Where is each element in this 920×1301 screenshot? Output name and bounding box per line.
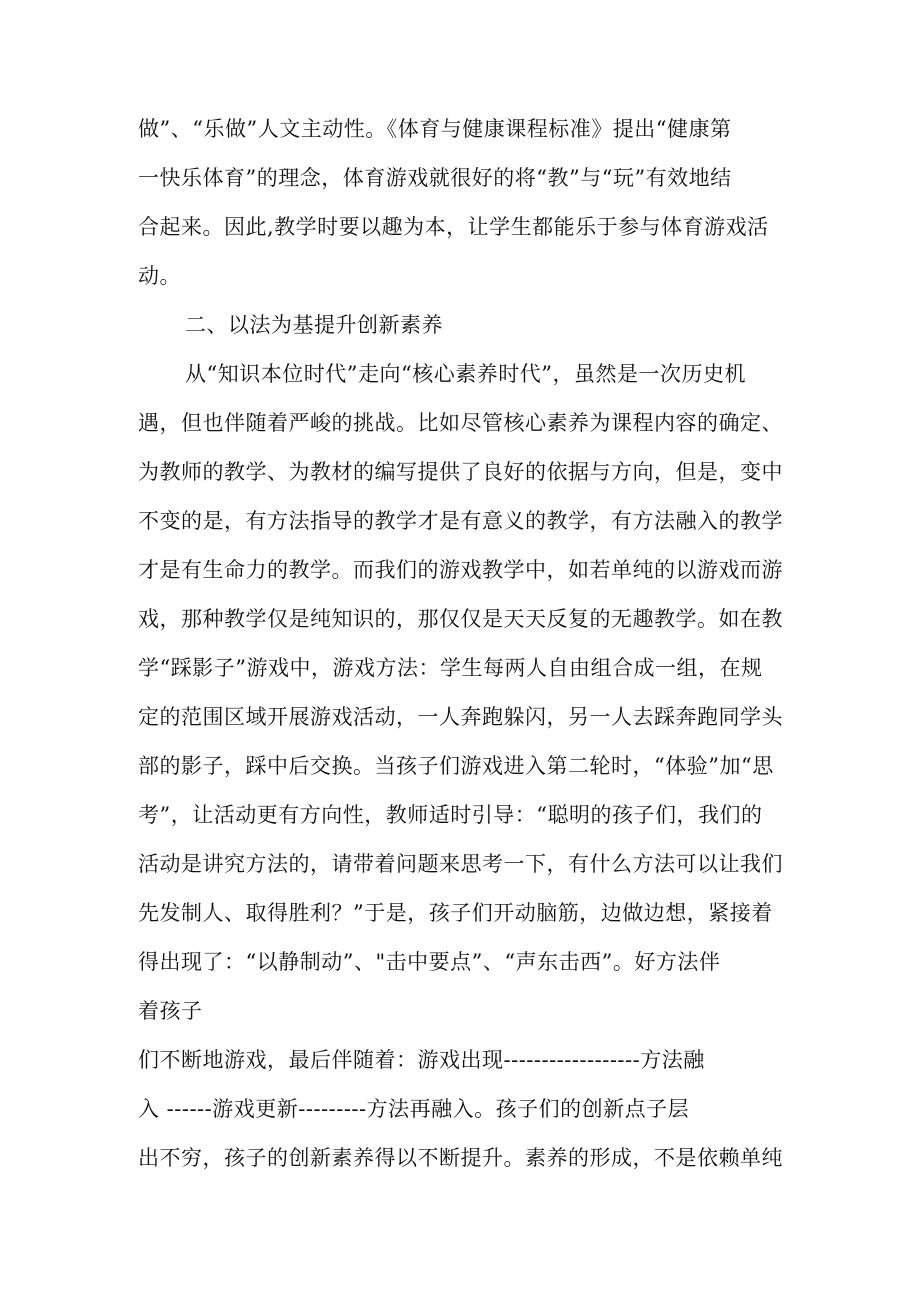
paragraph-line: 出不穷，孩子的创新素养得以不断提升。素养的形成，不是依赖单纯 (138, 1146, 783, 1170)
paragraph-line: 合起来。因此,教学时要以趣为本，让学生都能乐于参与体育游戏活 (138, 215, 769, 239)
paragraph-line: 着孩子 (138, 999, 203, 1023)
paragraph-line: 活动是讲究方法的，请带着问题来思考一下，有什么方法可以让我们 (138, 852, 783, 876)
paragraph-line: 考”，让活动更有方向性，教师适时引导：“聪明的孩子们，我们的 (138, 803, 763, 827)
paragraph-line: 先发制人、取得胜利？”于是，孩子们开动脑筋，边做边想，紧接着 (138, 901, 773, 925)
paragraph-line: 戏，那种教学仅是纯知识的，那仅仅是天天反复的无趣教学。如在教 (138, 607, 783, 631)
paragraph-line: 动。 (138, 264, 181, 288)
paragraph-line: 一快乐体育”的理念，体育游戏就很好的将“教”与“玩”有效地结 (138, 166, 732, 190)
paragraph-line: 们不断地游戏，最后伴随着：游戏出现------------------方法融 (138, 1048, 705, 1072)
paragraph-line: 从“知识本位时代”走向“核心素养时代”，虽然是一次历史机 (185, 362, 746, 386)
paragraph-line: 部的影子，踩中后交换。当孩子们游戏进入第二轮时，“体验”加“思 (138, 754, 774, 778)
paragraph-line: 入 ------游戏更新---------方法再融入。孩子们的创新点子层 (138, 1097, 690, 1121)
paragraph-line: 才是有生命力的教学。而我们的游戏教学中，如若单纯的以游戏而游 (138, 558, 783, 582)
paragraph-line: 定的范围区域开展游戏活动，一人奔跑躲闪，另一人去踩奔跑同学头 (138, 705, 783, 729)
paragraph-line: 遇，但也伴随着严峻的挑战。比如尽管核心素养为课程内容的确定、 (138, 411, 783, 435)
section-heading: 二、以法为基提升创新素养 (185, 313, 443, 337)
paragraph-line: 学“踩影子”游戏中，游戏方法：学生每两人自由组合成一组，在规 (138, 656, 763, 680)
paragraph-line: 不变的是，有方法指导的教学才是有意义的教学，有方法融入的教学 (138, 509, 783, 533)
paragraph-line: 为教师的教学、为教材的编写提供了良好的依据与方向，但是，变中 (138, 460, 783, 484)
paragraph-line: 做”、“乐做”人文主动性。《体育与健康课程标准》提出“健康第 (138, 117, 732, 141)
paragraph-line: 得出现了：“以静制动”、"击中要点”、“声东击西”。好方法伴 (138, 950, 721, 974)
